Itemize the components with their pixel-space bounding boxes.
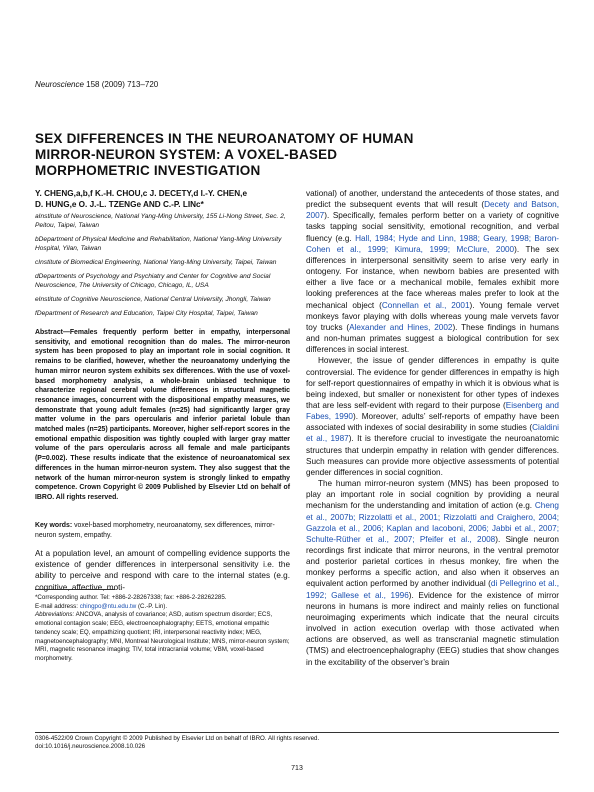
journal-name: Neuroscience — [35, 80, 84, 89]
footnote-divider — [35, 589, 115, 590]
email-label: E-mail address: — [35, 602, 78, 610]
citation-link[interactable]: di Pellegrino et al., 1992; Gallese et al., 1996 — [306, 579, 560, 600]
abbreviations-text: ANCOVA, analysis of covariance; ASD, autism spectrum disorder; ECS, emotional contagion scale; EEG, electroencephalography; EETS, emotional empathic tendency scale; EQ, empathizing quotient; IRI, interpersonal reactivity index; MEG, magnetoencephalography; MNI, Montreal Neurological Institute; MNS, mirror-neuron system; MRI, magnetic resonance imaging; TIV, total intracranial volume; VBM, voxel-based morphometry. — [35, 611, 290, 662]
journal-header — [35, 80, 158, 89]
citation-link[interactable]: Cialdini et al., 1987 — [306, 423, 559, 444]
author-line: D. HUNG,e O. J.-L. TZENGe AND C.-P. LINc* — [35, 200, 204, 209]
affiliation: fDepartment of Research and Education, Taipei City Hospital, Taipei, Taiwan — [35, 310, 258, 317]
right-column — [306, 188, 559, 668]
abbreviations-label: Abbreviations: — [35, 611, 75, 619]
title-line: SEX DIFFERENCES IN THE NEUROANATOMY OF HUMAN — [35, 131, 414, 146]
footnotes — [35, 594, 290, 664]
body-paragraph: However, the issue of gender differences in empathy is quite controversial. The evidence for gender differences in empathy is high for self-report questionnaires of empathy in which it is obvious what is being indexed, but smaller or nonexistent for other types of indexes that are less self-evident with regard to their purpose (Eisenberg and Fabes, 1990). Moreover, adults’ self-reports of empathy have been associated with indexes of social desirability in some studies (Cialdini et al., 1987). It is therefore crucial to investigate the neuroanatomic structures that underpin empathy in relation with gender differences. Such measures can provide more objective assessments of potential gender differences in social cognition. — [306, 356, 560, 477]
affiliation: bDepartment of Physical Medicine and Rehabilitation, National Yang-Ming University Hospital, Yilan, Taiwan — [35, 236, 282, 252]
keywords-text: voxel-based morphometry, neuroanatomy, sex differences, mirror-neuron system, empathy. — [35, 522, 275, 539]
copyright-block — [35, 735, 559, 751]
citation-link[interactable]: Hall, 1984; Hyde and Linn, 1988; Geary, 1998; Baron-Cohen et al., 1999; Kimura, 1999; McClure, 2000 — [306, 233, 559, 254]
email-line — [35, 603, 290, 612]
title-line: MIRROR-NEURON SYSTEM: A VOXEL-BASED — [35, 147, 338, 162]
author-list — [35, 188, 295, 210]
copyright-line: 0306-4522/09 Crown Copyright © 2009 Published by Elsevier Ltd on behalf of IBRO. All rights reserved. — [35, 735, 320, 742]
body-paragraph: The human mirror-neuron system (MNS) has been proposed to play an important role in social cognition by providing a neural mechanism for the understanding and imitation of action (e.g. Cheng et al., 2007b; Rizzolatti et al., 2001; Rizzolatti and Craighero, 2004; Gazzola et al., 2006; Kaplan and Iacoboni, 2006; Jabbi et al., 2007; Schulte-Rüther et al., 2007; Pfeifer et al., 2008). Single neuron recordings first indicate that mirror neurons, in the ventral premotor and posterior parietal cortices in rhesus monkey, fire when the monkey performs a specific action, and also when it observes an equivalent action performed by another individual (di Pellegrino et al., 1992; Gallese et al., 1996). Evidence for the existence of mirror neurons in humans is more indirect and mainly relies on functional neuroimaging experiments which indicate that the neural circuits involved in action execution overlap with those activated when actions are observed, as well as transcranial magnetic stimulation (TMS) and electroencephalography (EEG) studies that show changes in the excitability of the observer’s brain — [306, 479, 560, 667]
article-title — [35, 131, 475, 179]
affiliation: dDepartments of Psychology and Psychiatry and Center for Cognitive and Social Neuroscience, The University of Chicago, Chicago, IL, USA — [35, 273, 271, 289]
abbreviations — [35, 611, 290, 663]
affiliation: eInstitute of Cognitive Neuroscience, National Central University, Jhongli, Taiwan — [35, 296, 271, 303]
corresponding-author: *Corresponding author. Tel: +886-2-28267338; fax: +886-2-28262285. — [35, 594, 227, 601]
affiliation: aInstitute of Neuroscience, National Yang-Ming University, 155 Li-Nong Street, Sec. 2, Peitou, Taipei, Taiwan — [35, 213, 286, 229]
citation-link[interactable]: Alexander and Hines, 2002 — [349, 322, 453, 332]
page-number: 713 — [291, 765, 303, 772]
affiliation: cInstitute of Biomedical Engineering, National Yang-Ming University, Taipei, Taiwan — [35, 259, 277, 266]
email-suffix: (C.-P. Lin). — [136, 602, 168, 610]
title-line: MORPHOMETRIC INVESTIGATION — [35, 163, 261, 178]
journal-volume: 158 (2009) 713–720 — [86, 80, 159, 89]
citation-link[interactable]: Connellan et al., 2001 — [381, 300, 470, 310]
affiliations — [35, 212, 290, 323]
citation-link[interactable]: Eisenberg and Fabes, 1990 — [306, 400, 559, 422]
doi-line: doi:10.1016/j.neuroscience.2008.10.026 — [35, 743, 146, 750]
body-paragraph: vational) of another, understand the antecedents of those states, and predict the subsequent events that will result (Decety and Batson, 2007). Specifically, females perform better on a variety of cognitive tasks tapping social sensitivity, emotional recognition, and verbal fluency (e.g. Hall, 1984; Hyde and Linn, 1988; Geary, 1998; Baron-Cohen et al., 1999; Kimura, 1999; McClure, 2000). The sex differences in interpersonal sensitivity seem to arise very early in ontogeny. For instance, when newborn babies are presented with either a live face or a mechanical mobile, females exhibit more looking preferences at the face whereas males prefer to look at the mechanical object (Connellan et al., 2001). Young female vervet monkeys favor playing with dolls whereas young male vervets favor toy trucks (Alexander and Hines, 2002). These findings in humans and non-human primates suggest a biological contribution for sex differences in social interest. — [306, 189, 559, 355]
author-line: Y. CHENG,a,b,f K.-H. CHOU,c J. DECETY,d I.-Y. CHEN,e — [35, 189, 247, 198]
intro-paragraph: At a population level, an amount of compelling evidence supports the existence of gender differences in interpersonal sensitivity i.e. the ability to perceive and respond with care to the internal states (e.g. cognitive, affective, moti- — [35, 549, 290, 592]
abstract: Abstract—Females frequently perform better in empathy, interpersonal sensitivity, and emotional recognition than do males. The mirror-neuron system has been proposed to play an important role in social cognition. It remains to be clarified, however, whether the neuroanatomy underlying the human mirror neuron system exhibits sex differences. With the use of voxel-based morphometry analysis, a whole-brain unbiased technique to characterize regional cerebral volume differences in structural magnetic resonance images, concurrent with the dispositional empathy measures, we demonstrate that young adult females (n=25) had significantly larger gray matter volume in the pars opercularis and inferior parietal lobule than matched males (n=25) participants. Moreover, higher self-report scores in the emotional empathic disposition was tightly coupled with larger gray matter volume of the pars opercularis across all female and male participants (P=0.002). These results indicate that the existence of neuroanatomical sex differences in the human mirror-neuron system. They also suggest that the network of the human mirror-neuron system is strongly linked to empathy competence. Crown Copyright © 2009 Published by Elsevier Ltd on behalf of IBRO. All rights reserved. — [35, 329, 290, 501]
keywords — [35, 521, 290, 540]
email-link[interactable]: chingpo@ntu.edu.tw — [79, 602, 137, 610]
citation-link[interactable]: Decety and Batson, 2007 — [306, 200, 559, 221]
keywords-label: Key words: — [35, 522, 73, 529]
copyright-divider — [35, 732, 559, 733]
citation-link[interactable]: Cheng et al., 2007b; Rizzolatti et al., 2001; Rizzolatti and Craighero, 2004; Gazzola et al., 2006; Kaplan and Iacoboni, 2006; Jabbi et al., 2007; Schulte-Rüther et al., 2007; Pfeifer et al., 2008 — [306, 501, 559, 544]
